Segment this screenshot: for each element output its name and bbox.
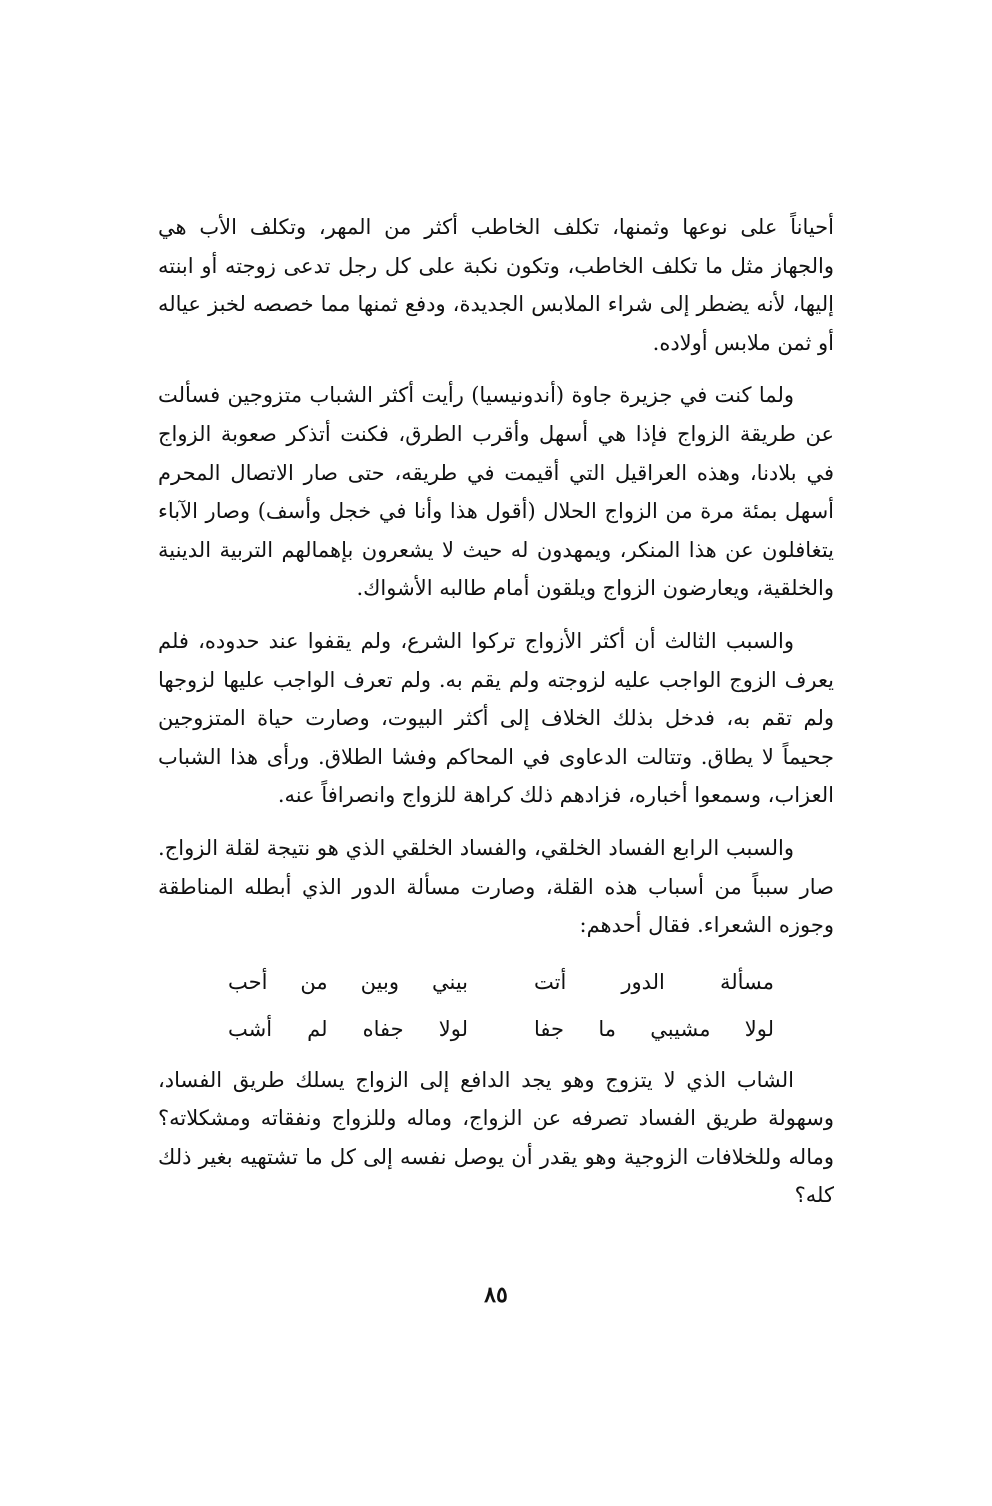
verse-1-first-hemistich: مسألة الدور أتت xyxy=(534,969,774,994)
poem-verse-1 xyxy=(228,959,774,1006)
verse-2-second-hemistich: لولا جفاه لم أشب xyxy=(228,1016,468,1041)
page-body xyxy=(158,208,834,1229)
paragraph-3: والسبب الثالث أن أكثر الأزواج تركوا الشرع، ولم يقفوا عند حدوده، فلم يعرف الزوج الواجب عليه لزوجته ولم يقم به. ولم تعرف الواجب عليها لزوجها ولم تقم به، فدخل بذلك الخلاف إلى أكثر البيوت، وصارت حياة المتزوجين جحيماً لا يطاق. وتتالت الدعاوى في المحاكم وفشا الطلاق. ورأى هذا الشباب العزاب، وسمعوا أخباره، فزادهم ذلك كراهة للزواج وانصرافاً عنه. xyxy=(158,628,834,808)
verse-2-first-hemistich: لولا مشيبي ما جفا xyxy=(534,1016,774,1041)
poem xyxy=(158,959,834,1053)
paragraph-5: الشاب الذي لا يتزوج وهو يجد الدافع إلى الزواج يسلك طريق الفساد، وسهولة طريق الفساد تصرفه عن الزواج، وماله وللزواج ونفقاته ومشكلاته؟ وماله وللخلافات الزوجية وهو يقدر أن يوصل نفسه إلى كل ما تشتهيه بغير ذلك كله؟ xyxy=(158,1067,834,1208)
paragraph-1: أحياناً على نوعها وثمنها، تكلف الخاطب أكثر من المهر، وتكلف الأب هي والجهاز مثل ما تكلف الخاطب، وتكون نكبة على كل رجل تدعى زوجته أو ابنته إليها، لأنه يضطر إلى شراء الملابس الجديدة، ودفع ثمنها مما خصصه لخبز عياله أو ثمن ملابس أولاده. xyxy=(158,215,834,355)
paragraph-4: والسبب الرابع الفساد الخلقي، والفساد الخلقي الذي هو نتيجة لقلة الزواج. صار سبباً من أسباب هذه القلة، وصارت مسألة الدور الذي أبطله المناطقة وجوزه الشعراء. فقال أحدهم: xyxy=(158,835,834,938)
verse-1-second-hemistich: بيني وبين من أحب xyxy=(228,969,468,994)
poem-verse-2 xyxy=(228,1006,774,1053)
paragraph-2: ولما كنت في جزيرة جاوة (أندونيسيا) رأيت أكثر الشباب متزوجين فسألت عن طريقة الزواج فإذا هي أسهل وأقرب الطرق، فكنت أتذكر صعوبة الزواج في بلادنا، وهذه العراقيل التي أقيمت في طريقه، حتى صار الاتصال المحرم أسهل بمئة مرة من الزواج الحلال (أقول هذا وأنا في خجل وأسف) وصار الآباء يتغافلون عن هذا المنكر، ويمهدون له حيث لا يشعرون بإهمالهم التربية الدينية والخلقية، ويعارضون الزواج ويلقون أمام طالبه الأشواك. xyxy=(158,383,834,601)
page-number: ٨٥ xyxy=(484,1282,508,1308)
